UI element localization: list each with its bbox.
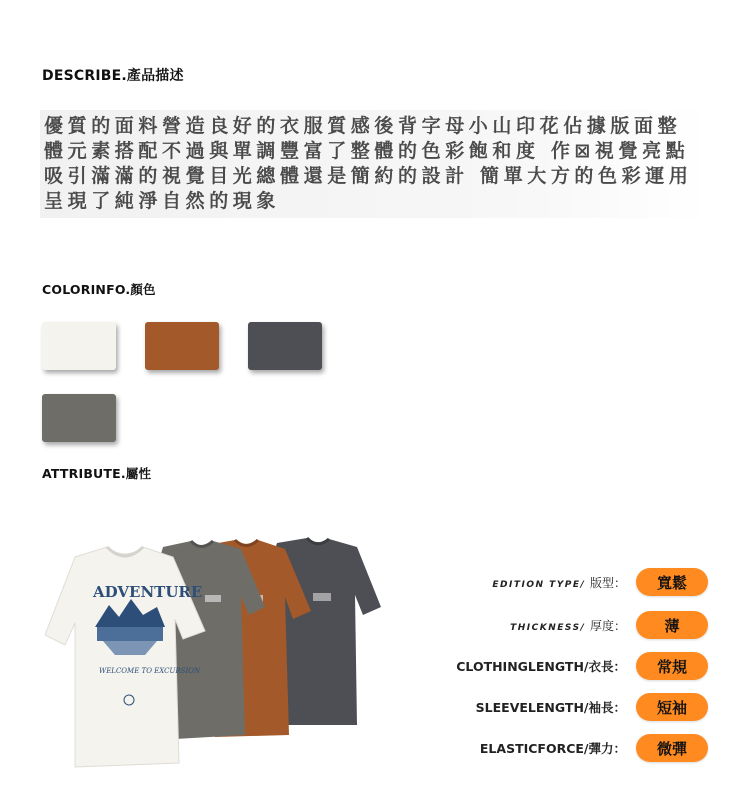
- attr-row-edition-type: [492, 568, 708, 596]
- attr-row-clothing-length: [456, 652, 708, 680]
- attr-label-clothing-length: CLOTHINGLENGTH/衣長：: [456, 659, 626, 674]
- attr-label-edition-type-en: EDITION TYPE/: [492, 579, 586, 590]
- attr-label-edition-type: [492, 574, 626, 591]
- attr-label-thickness-zh: 厚度：: [589, 618, 626, 633]
- attr-label-sleeve-length: SLEEVELENGTH/袖長：: [475, 700, 626, 715]
- attr-value-edition-type: 寬鬆: [636, 568, 708, 596]
- attr-value-sleeve-length: 短袖: [636, 693, 708, 721]
- tshirt-print-title: ADVENTURE: [93, 583, 203, 601]
- attr-label-elastic-force: ELASTICFORCE/彈力：: [479, 741, 626, 756]
- attr-row-sleeve-length: [476, 693, 708, 721]
- attr-label-thickness-en: THICKNESS/: [510, 622, 586, 633]
- attribute-title: ATTRIBUTE.屬性: [42, 466, 152, 481]
- tshirt-print-subtitle: WELCOME TO EXCURSION: [99, 667, 201, 675]
- describe-title: DESCRIBE.產品描述: [42, 68, 184, 84]
- attr-value-clothing-length: 常規: [636, 652, 708, 680]
- attr-label-edition-type-zh: 版型：: [589, 575, 626, 590]
- color-swatch-charcoal[interactable]: [248, 322, 322, 370]
- color-swatch-grey[interactable]: [42, 394, 116, 442]
- attr-label-thickness: [510, 617, 626, 634]
- attr-row-thickness: [510, 611, 708, 639]
- colorinfo-title: COLORINFO.顏色: [42, 282, 156, 297]
- color-swatch-brown[interactable]: [145, 322, 219, 370]
- attr-value-thickness: 薄: [636, 611, 708, 639]
- attr-value-elastic-force: 微彈: [636, 734, 708, 762]
- description-text: 優質的面料營造良好的衣服質感後背字母小山印花佔據版面整體元素搭配不過與單調豐富了整體的色彩飽和度 作⊠視覺亮點吸引滿滿的視覺目光總體還是簡約的設計 簡單大方的色彩運用呈現了純淨自然的現象: [44, 115, 693, 212]
- product-image-tshirts: [45, 535, 390, 800]
- color-swatch-white[interactable]: [42, 322, 116, 370]
- attr-row-elastic-force: [480, 734, 708, 762]
